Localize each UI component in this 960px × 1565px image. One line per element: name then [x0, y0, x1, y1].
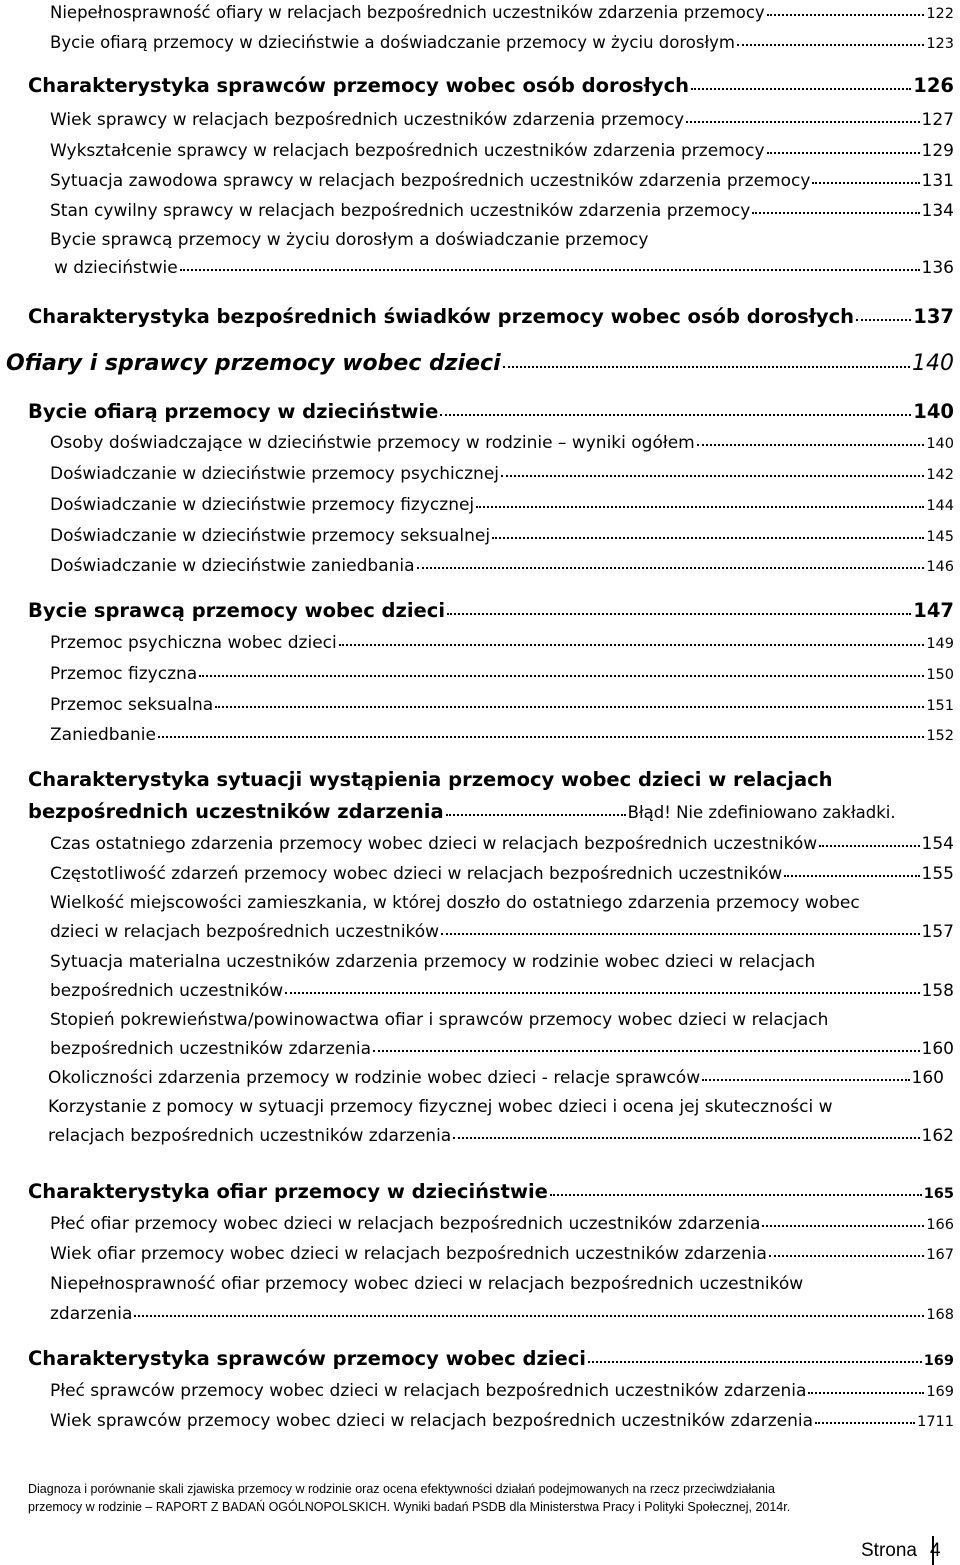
toc-entry[interactable] [50, 981, 954, 1001]
toc-entry-title: Wiek sprawcy w relacjach bezpośrednich uczestników zdarzenia przemocy [50, 110, 685, 130]
page-number: 4 [930, 1540, 941, 1561]
toc-page-number: 140 [912, 351, 954, 376]
toc-entry-title: zdarzenia [50, 1304, 133, 1324]
dot-leader [691, 88, 911, 90]
toc-entry-title: dzieci w relacjach bezpośrednich uczestników [50, 922, 440, 942]
toc-entry-title: relacjach bezpośrednich uczestników zdarzenia [48, 1126, 452, 1146]
toc-page-number: 162 [921, 1126, 954, 1146]
footer-report-title-line1: Diagnoza i porównanie skali zjawiska przemocy w rodzinie oraz ocena efektywności działań podejmowanych na rzecz przeciwdziałania [28, 1482, 775, 1496]
toc-entry-line1[interactable]: Wielkość miejscowości zamieszkania, w której doszło do ostatniego zdarzenia przemocy wobec [50, 893, 860, 913]
dot-leader [856, 319, 911, 321]
toc-entry-title: Korzystanie z pomocy w sytuacji przemocy fizycznej wobec dzieci i ocena jej skuteczności w [48, 1097, 833, 1117]
dot-leader [180, 269, 920, 271]
dot-leader [134, 1315, 924, 1317]
dot-leader [808, 1392, 924, 1394]
toc-section-heading-line1[interactable]: Charakterystyka sytuacji wystąpienia przemocy wobec dzieci w relacjach [28, 768, 833, 791]
dot-leader [440, 414, 911, 416]
toc-entry-title: Charakterystyka bezpośrednich świadków przemocy wobec osób dorosłych [28, 305, 855, 328]
dot-leader [215, 706, 924, 708]
toc-page-number: 136 [921, 258, 954, 278]
dot-leader [588, 1361, 922, 1363]
toc-page-number: 169 [926, 1384, 954, 1400]
toc-entry-title: Charakterystyka sprawców przemocy wobec osób dorosłych [28, 74, 690, 97]
toc-entry-title: Charakterystyka sprawców przemocy wobec dzieci [28, 1347, 586, 1370]
dot-leader [752, 212, 919, 214]
dot-leader [686, 121, 919, 123]
toc-entry-title: Przemoc fizyczna [50, 664, 198, 684]
toc-entry[interactable] [50, 141, 954, 161]
toc-entry-title: Okoliczności zdarzenia przemocy w rodzinie wobec dzieci - relacje sprawców [48, 1068, 701, 1088]
toc-entry-title: Doświadczanie w dzieciństwie przemocy seksualnej [50, 526, 491, 546]
dot-leader [417, 567, 925, 569]
toc-entry[interactable] [50, 664, 954, 684]
dot-leader [447, 613, 911, 615]
toc-page-number: 165 [923, 1186, 954, 1202]
toc-entry-title: w dzieciństwie [54, 258, 178, 278]
toc-entry[interactable] [50, 1381, 954, 1401]
toc-entry-title: Bycie ofiarą przemocy w dzieciństwie a doświadczanie przemocy w życiu dorosłym [50, 33, 735, 52]
toc-page-number: 147 [913, 599, 954, 622]
toc-section-heading[interactable] [28, 400, 954, 423]
toc-page-number: 140 [913, 400, 954, 423]
toc-entry-title: Charakterystyka ofiar przemocy w dzieciństwie [28, 1180, 548, 1203]
toc-page-number: 151 [926, 698, 954, 714]
toc-entry[interactable] [50, 556, 954, 576]
toc-entry-title: Płeć sprawców przemocy wobec dzieci w relacjach bezpośrednich uczestników zdarzenia [50, 1381, 807, 1401]
toc-entry[interactable] [50, 633, 954, 653]
footer-report-title-line2: przemocy w rodzinie – RAPORT Z BADAŃ OGÓLNOPOLSKICH. Wyniki badań PSDB dla Ministerstwa Pracy i Polityki Społecznej, 2014r. [28, 1500, 791, 1514]
dot-leader [550, 1194, 922, 1196]
dot-leader [769, 1255, 924, 1257]
toc-entry[interactable] [50, 3, 954, 22]
dot-leader [762, 1225, 924, 1227]
toc-entry[interactable] [50, 433, 954, 453]
toc-entry[interactable] [48, 1068, 944, 1088]
dot-leader [373, 1050, 920, 1052]
toc-entry-line1[interactable]: Sytuacja materialna uczestników zdarzenia przemocy w rodzinie wobec dzieci w relacjach [50, 952, 816, 972]
toc-entry-title: Czas ostatniego zdarzenia przemocy wobec dzieci w relacjach bezpośrednich uczestników [50, 834, 818, 854]
toc-entry[interactable] [50, 1244, 954, 1264]
toc-section-heading[interactable] [28, 599, 954, 622]
dot-leader [453, 1137, 919, 1139]
dot-leader [767, 14, 925, 16]
dot-leader [441, 933, 919, 935]
toc-page-number: 154 [921, 834, 954, 854]
toc-entry-line1[interactable]: Niepełnosprawność ofiar przemocy wobec dzieci w relacjach bezpośrednich uczestników [50, 1274, 804, 1294]
toc-page-number: 157 [921, 922, 954, 942]
toc-entry-title: Przemoc psychiczna wobec dzieci [50, 633, 337, 653]
toc-page-number: 127 [921, 110, 954, 130]
toc-entry-title: Stan cywilny sprawcy w relacjach bezpośrednich uczestników zdarzenia przemocy [50, 201, 751, 221]
toc-entry[interactable] [50, 864, 954, 884]
dot-leader [815, 1422, 915, 1424]
toc-page-number: 155 [921, 864, 954, 884]
toc-chapter-heading[interactable] [6, 351, 954, 376]
toc-entry[interactable] [50, 201, 954, 221]
toc-entry-title: Płeć ofiar przemocy wobec dzieci w relacjach bezpośrednich uczestników zdarzenia [50, 1214, 761, 1234]
toc-page-number: 152 [926, 728, 954, 744]
toc-entry[interactable] [50, 1304, 954, 1324]
toc-entry[interactable] [50, 110, 954, 130]
toc-page-number: 160 [911, 1068, 944, 1088]
toc-section-heading[interactable] [28, 800, 954, 823]
toc-section-heading[interactable] [28, 305, 954, 328]
toc-entry-title: Ofiary i sprawcy przemocy wobec dzieci [6, 351, 501, 376]
toc-page-number: 142 [926, 467, 954, 483]
toc-section-heading[interactable] [28, 1347, 954, 1370]
toc-page-number: 150 [926, 667, 954, 683]
toc-entry-line1[interactable] [48, 1097, 954, 1117]
toc-page-number: 129 [921, 141, 954, 161]
toc-page-number: 140 [926, 436, 954, 452]
toc-entry-title: bezpośrednich uczestników zdarzenia [28, 800, 444, 823]
toc-page-number: 160 [921, 1039, 954, 1059]
toc-page-number: 149 [926, 636, 954, 652]
dot-leader [476, 506, 924, 508]
toc-entry-title: Bycie sprawcą przemocy wobec dzieci [28, 599, 446, 622]
toc-page-number: 126 [913, 74, 954, 97]
dot-leader [199, 675, 924, 677]
toc-page-number: 131 [921, 171, 954, 191]
toc-page-number: 158 [921, 981, 954, 1001]
toc-entry-title: Częstotliwość zdarzeń przemocy wobec dzieci w relacjach bezpośrednich uczestników [50, 864, 783, 884]
dot-leader [812, 182, 919, 184]
toc-entry[interactable] [50, 1039, 954, 1059]
toc-page-number: 122 [926, 6, 954, 22]
toc-page-number: 167 [926, 1247, 954, 1263]
dot-leader [737, 44, 924, 46]
toc-page-number: 144 [926, 498, 954, 514]
toc-entry[interactable] [50, 1411, 954, 1431]
toc-entry[interactable] [54, 258, 954, 278]
dot-leader [819, 845, 919, 847]
toc-entry-title: Osoby doświadczające w dzieciństwie przemocy w rodzinie – wyniki ogółem [50, 433, 695, 453]
dot-leader [501, 475, 924, 477]
toc-entry-title: Wiek sprawców przemocy wobec dzieci w relacjach bezpośrednich uczestników zdarzenia [50, 1411, 814, 1431]
toc-page-number: 166 [926, 1217, 954, 1233]
toc-page-number: 145 [926, 529, 954, 545]
dot-leader [784, 875, 919, 877]
toc-entry[interactable] [50, 464, 954, 484]
toc-entry-title: bezpośrednich uczestników [50, 981, 284, 1001]
toc-page-number: 1711 [917, 1414, 954, 1430]
dot-leader [492, 537, 924, 539]
dot-leader [767, 152, 920, 154]
toc-entry[interactable] [50, 1214, 954, 1234]
toc-entry[interactable] [48, 1126, 954, 1146]
toc-entry[interactable] [50, 526, 954, 546]
toc-entry-title: Przemoc seksualna [50, 695, 214, 715]
toc-entry-title: Wiek ofiar przemocy wobec dzieci w relacjach bezpośrednich uczestników zdarzenia [50, 1244, 767, 1264]
toc-entry[interactable] [50, 922, 954, 942]
toc-section-heading[interactable] [28, 1180, 954, 1203]
toc-entry-title: Wykształcenie sprawcy w relacjach bezpośrednich uczestników zdarzenia przemocy [50, 141, 765, 161]
toc-entry-title: Niepełnosprawność ofiary w relacjach bezpośrednich uczestników zdarzenia przemocy [50, 3, 765, 22]
toc-section-heading[interactable] [28, 74, 954, 97]
toc-entry-title: Zaniedbanie [50, 725, 156, 745]
dot-leader [503, 366, 910, 368]
toc-entry-title: bezpośrednich uczestników zdarzenia [50, 1039, 371, 1059]
dot-leader [446, 814, 626, 816]
toc-entry-title: Doświadczanie w dzieciństwie przemocy psychicznej [50, 464, 500, 484]
toc-entry[interactable] [50, 33, 954, 52]
toc-entry[interactable] [50, 695, 954, 715]
toc-page-number: 134 [921, 201, 954, 221]
dot-leader [339, 644, 925, 646]
dot-leader [158, 736, 924, 738]
toc-entry[interactable] [50, 495, 954, 515]
toc-entry[interactable] [50, 834, 954, 854]
toc-error-message: Błąd! Nie zdefiniowano zakładki. [627, 803, 896, 822]
toc-page-number: 137 [913, 305, 954, 328]
toc-entry-title: Doświadczanie w dzieciństwie przemocy fizycznej [50, 495, 475, 515]
dot-leader [697, 444, 925, 446]
toc-page-number: 146 [926, 559, 954, 575]
toc-entry-line1[interactable]: Stopień pokrewieństwa/powinowactwa ofiar i sprawców przemocy wobec dzieci w relacjach [50, 1010, 829, 1030]
toc-entry[interactable] [50, 171, 954, 191]
toc-page-number: 168 [926, 1307, 954, 1323]
toc-entry[interactable] [50, 725, 954, 745]
dot-leader [702, 1079, 909, 1081]
dot-leader [285, 992, 919, 994]
toc-page-number: 123 [926, 36, 954, 52]
page-label: Strona [861, 1540, 917, 1561]
toc-entry-title: Doświadczanie w dzieciństwie zaniedbania [50, 556, 415, 576]
toc-entry-title: Bycie ofiarą przemocy w dzieciństwie [28, 400, 439, 423]
toc-entry-title: Sytuacja zawodowa sprawcy w relacjach bezpośrednich uczestników zdarzenia przemocy [50, 171, 811, 191]
toc-page-number: 169 [923, 1353, 954, 1369]
toc-entry-line1[interactable]: Bycie sprawcą przemocy w życiu dorosłym a doświadczanie przemocy [50, 230, 649, 250]
